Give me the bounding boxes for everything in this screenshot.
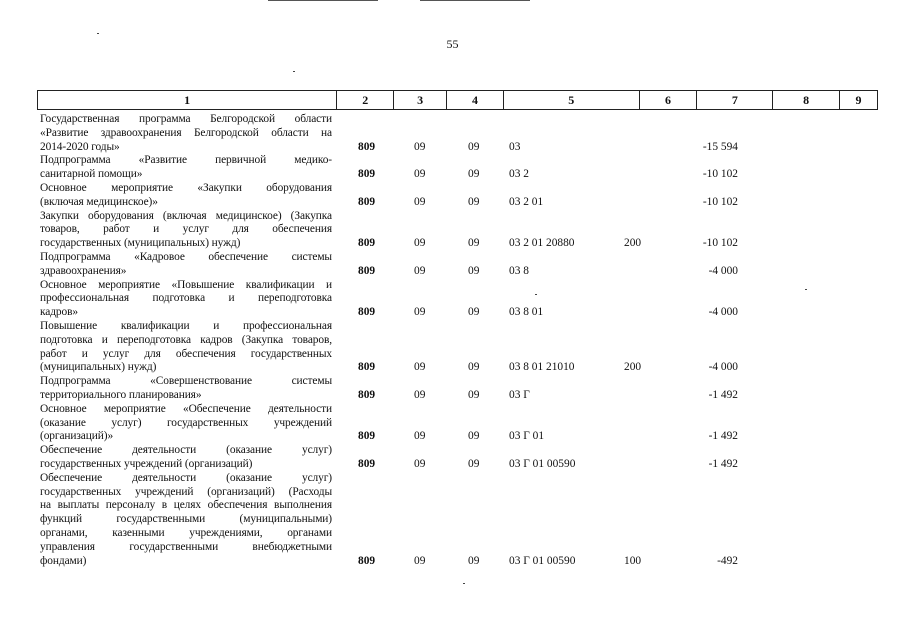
row-amount: -10 102 [702, 195, 738, 208]
description-line: Основное мероприятие «Закупки оборудования [40, 182, 332, 194]
row-target-article: 03 8 01 [509, 306, 544, 319]
description-line: (оказание услуг) государственных учреждений [40, 416, 332, 429]
row-section: 09 [414, 237, 426, 250]
row-amount: -1 492 [708, 388, 738, 401]
scan-speck [535, 294, 537, 295]
row-code: 809 [358, 388, 376, 401]
description-line: Основное мероприятие «Обеспечение деятельности [40, 402, 332, 415]
row-description [40, 375, 332, 403]
description-line: Государственная программа Белгородской области [40, 113, 332, 125]
row-amount: -1 492 [708, 457, 738, 470]
row-target-article: 03 Г 01 00590 [509, 457, 576, 470]
row-amount: -15 594 [702, 140, 738, 153]
row-description [40, 320, 332, 375]
row-code: 809 [358, 168, 376, 181]
row-amount: -10 102 [702, 237, 738, 250]
scan-speck [97, 33, 99, 34]
row-subsection: 09 [468, 430, 480, 443]
header-cell-code: 2 [337, 91, 394, 109]
row-subsection: 09 [468, 388, 480, 401]
row-description [40, 154, 332, 182]
row-section: 09 [414, 264, 426, 277]
scan-speck [463, 583, 465, 584]
row-target-article: 03 Г [509, 388, 530, 401]
row-subsection: 09 [468, 140, 480, 153]
header-cell-target: 5 [504, 91, 640, 109]
row-section: 09 [414, 168, 426, 181]
row-code: 809 [358, 306, 376, 319]
row-section: 09 [414, 388, 426, 401]
row-subsection: 09 [468, 168, 480, 181]
row-subsection: 09 [468, 306, 480, 319]
description-line: кадров» [40, 306, 78, 319]
description-line: фондами) [40, 554, 87, 567]
row-section: 09 [414, 195, 426, 208]
row-description [40, 113, 332, 154]
header-cell-subsection: 4 [447, 91, 504, 109]
row-subsection: 09 [468, 237, 480, 250]
row-description [40, 403, 332, 444]
description-line: (организаций)» [40, 430, 114, 443]
row-description [40, 444, 332, 472]
row-code: 809 [358, 457, 376, 470]
row-target-article: 03 [509, 140, 521, 153]
row-section: 09 [414, 430, 426, 443]
row-expense-type: 200 [624, 361, 642, 374]
scan-speck [293, 71, 295, 72]
row-target-article: 03 8 [509, 264, 529, 277]
description-line: государственных учреждений (организаций) (Расходы [40, 485, 332, 498]
row-section: 09 [414, 306, 426, 319]
header-cell-description: 1 [38, 91, 337, 109]
description-line: государственных (муниципальных) нужд) [40, 237, 241, 250]
row-section: 09 [414, 140, 426, 153]
description-line: санитарной помощи» [40, 168, 143, 181]
description-line: Закупки оборудования (включая медицинское) (Закупка [40, 209, 332, 222]
description-line: (муниципальных) нужд) [40, 361, 157, 374]
row-code: 809 [358, 554, 376, 567]
row-description [40, 472, 332, 569]
description-line: 2014-2020 годы» [40, 140, 120, 153]
description-line: государственных учреждений (организаций) [40, 457, 253, 470]
row-target-article: 03 Г 01 00590 [509, 554, 576, 567]
row-amount: -492 [717, 554, 738, 567]
row-amount: -4 000 [708, 361, 738, 374]
scan-edge-line [268, 0, 378, 1]
header-cell-col9: 9 [855, 93, 862, 107]
row-description [40, 210, 332, 251]
row-code: 809 [358, 140, 376, 153]
row-amount: -10 102 [702, 168, 738, 181]
row-target-article: 03 2 01 [509, 195, 544, 208]
header-cell-col8: 8 [773, 91, 840, 109]
row-subsection: 09 [468, 554, 480, 567]
row-target-article: 03 Г 01 [509, 430, 545, 443]
description-line: Обеспечение деятельности (оказание услуг) [40, 471, 332, 484]
row-amount: -4 000 [708, 264, 738, 277]
description-line: Обеспечение деятельности (оказание услуг) [40, 444, 332, 457]
description-line: здравоохранения» [40, 264, 127, 277]
description-line: территориального планирования» [40, 388, 202, 401]
description-line: управления государственными внебюджетными [40, 540, 332, 553]
header-cell-expense-type: 6 [640, 91, 698, 109]
description-line: товаров, работ и услуг для обеспечения [40, 223, 332, 236]
description-line: на выплаты персоналу в целях обеспечения выполнения [40, 499, 332, 512]
description-line: подготовка и переподготовка кадров (Закупка товаров, [40, 333, 332, 346]
row-description [40, 279, 332, 320]
description-line: Подпрограмма «Совершенствование системы [40, 375, 332, 388]
description-line: Подпрограмма «Развитие первичной медико- [40, 154, 332, 167]
row-section: 09 [414, 554, 426, 567]
row-code: 809 [358, 361, 376, 374]
description-line: функций государственными (муниципальными) [40, 513, 332, 526]
row-code: 809 [358, 430, 376, 443]
description-line: Подпрограмма «Кадровое обеспечение системы [40, 251, 332, 263]
row-code: 809 [358, 195, 376, 208]
row-expense-type: 200 [624, 237, 642, 250]
description-line: «Развитие здравоохранения Белгородской области на [40, 126, 332, 139]
row-subsection: 09 [468, 457, 480, 470]
row-description [40, 251, 332, 279]
scan-edge-line [420, 0, 530, 1]
scan-speck [805, 289, 807, 290]
row-amount: -1 492 [708, 430, 738, 443]
row-section: 09 [414, 457, 426, 470]
header-cell-amount: 7 [697, 91, 773, 109]
description-line: профессиональная подготовка и переподготовка [40, 292, 332, 305]
row-subsection: 09 [468, 264, 480, 277]
row-target-article: 03 8 01 21010 [509, 361, 575, 374]
table-header [37, 90, 878, 110]
row-expense-type: 100 [624, 554, 642, 567]
row-amount: -4 000 [708, 306, 738, 319]
row-code: 809 [358, 264, 376, 277]
description-line: (включая медицинское)» [40, 195, 158, 208]
row-code: 809 [358, 237, 376, 250]
row-target-article: 03 2 01 20880 [509, 237, 575, 250]
row-subsection: 09 [468, 195, 480, 208]
description-line: Основное мероприятие «Повышение квалификации и [40, 278, 332, 291]
row-description [40, 182, 332, 210]
row-section: 09 [414, 361, 426, 374]
description-line: Повышение квалификации и профессиональная [40, 320, 332, 332]
row-target-article: 03 2 [509, 168, 529, 181]
description-line: работ и услуг для обеспечения государственных [40, 347, 332, 360]
page-number: 55 [446, 37, 459, 51]
row-subsection: 09 [468, 361, 480, 374]
header-cell-section: 3 [394, 91, 447, 109]
description-line: органами, казенными учреждениями, органами [40, 526, 332, 539]
